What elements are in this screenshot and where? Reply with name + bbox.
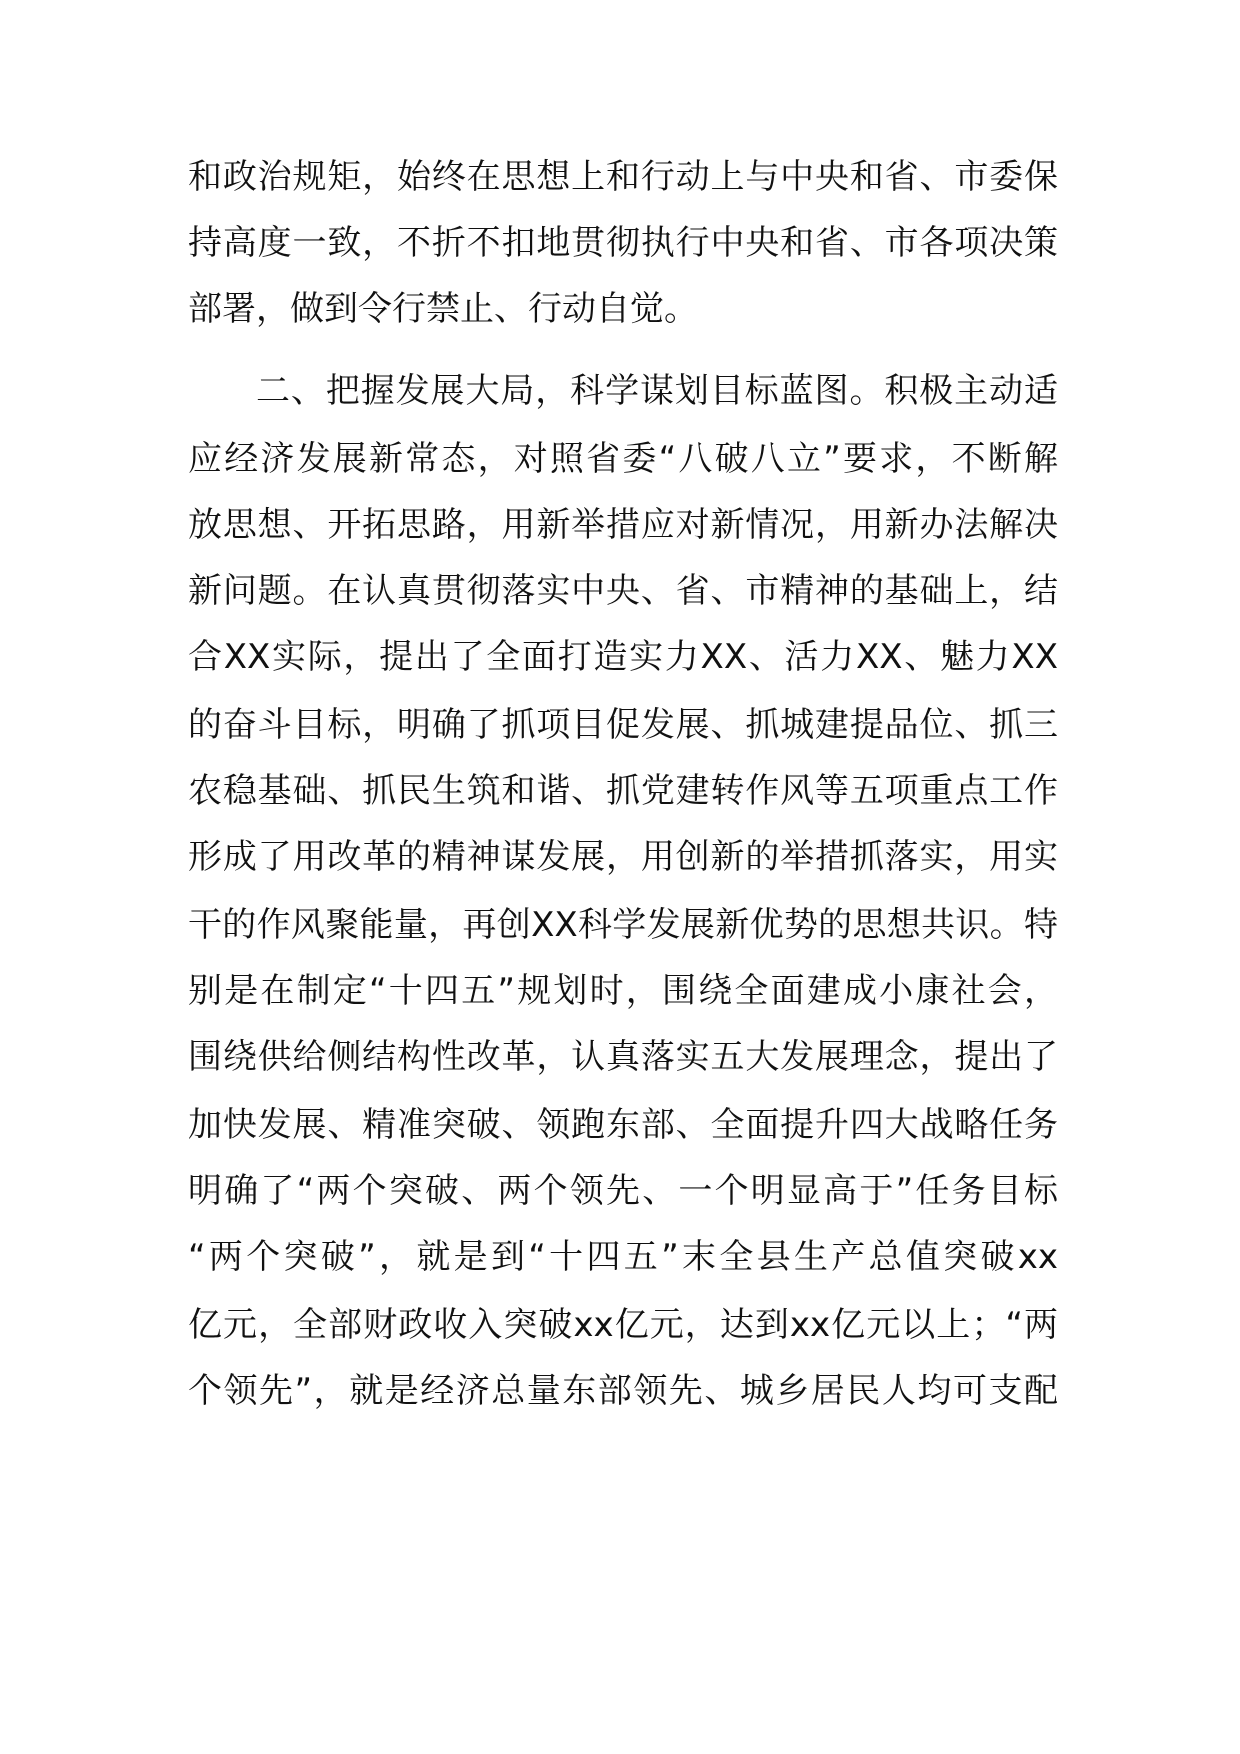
text-line: 明确了“两个突破、两个领先、一个明显高于”任务目标 [188,1171,1058,1211]
text-line: 放思想、开拓思路，用新举措应对新情况，用新办法解决 [188,505,1058,545]
text-line: “两个突破”，就是到“十四五”末全县生产总值突破xx [188,1237,1058,1277]
text-line: 应经济发展新常态，对照省委“八破八立”要求，不断解 [188,439,1058,479]
text-line: 合XX实际，提出了全面打造实力XX、活力XX、魅力XX [188,637,1058,677]
text-line: 围绕供给侧结构性改革，认真落实五大发展理念，提出了 [188,1037,1058,1077]
text-line: 加快发展、精准突破、领跑东部、全面提升四大战略任务 [188,1105,1058,1145]
text-line: 的奋斗目标，明确了抓项目促发展、抓城建提品位、抓三 [188,705,1058,745]
text-line: 和政治规矩，始终在思想上和行动上与中央和省、市委保 [188,157,1058,197]
paragraph-first-line: 二、把握发展大局，科学谋划目标蓝图。积极主动适 [256,371,1058,411]
text-line: 农稳基础、抓民生筑和谐、抓党建转作风等五项重点工作 [188,771,1058,811]
text-line: 持高度一致，不折不扣地贯彻执行中央和省、市各项决策 [188,223,1058,263]
text-line: 亿元，全部财政收入突破xx亿元，达到xx亿元以上；“两 [188,1305,1058,1345]
text-line: 别是在制定“十四五”规划时，围绕全面建成小康社会， [188,971,1058,1011]
text-line: 部署，做到令行禁止、行动自觉。 [188,289,698,329]
text-line: 个领先”，就是经济总量东部领先、城乡居民人均可支配 [188,1371,1058,1411]
text-line: 形成了用改革的精神谋发展，用创新的举措抓落实，用实 [188,837,1058,877]
text-line: 干的作风聚能量，再创XX科学发展新优势的思想共识。特 [188,905,1058,945]
text-line: 新问题。在认真贯彻落实中央、省、市精神的基础上，结 [188,571,1058,611]
